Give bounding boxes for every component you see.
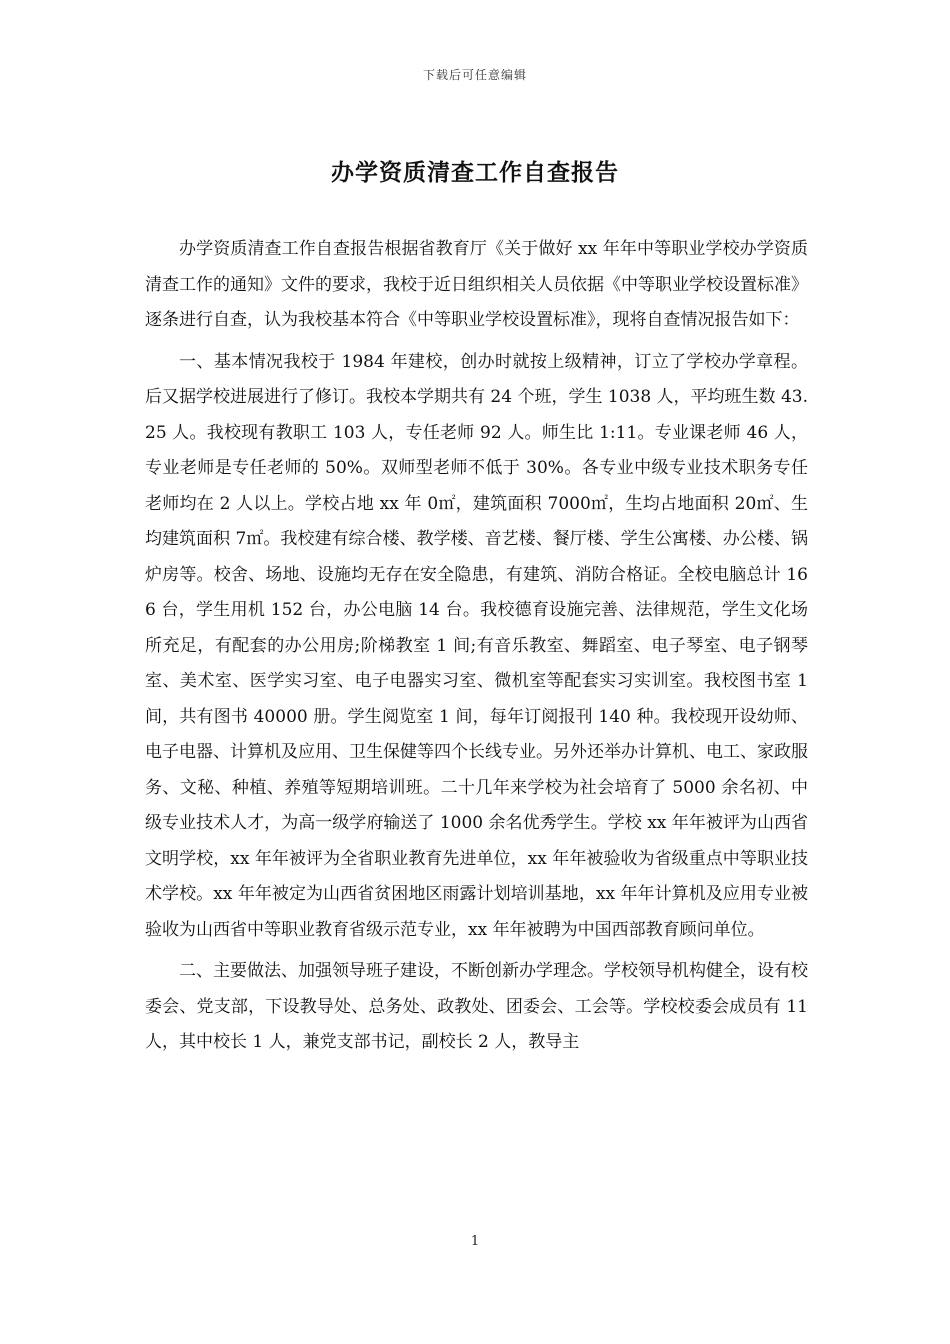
document-body — [145, 232, 808, 1067]
page-header-note: 下载后可任意编辑 — [422, 68, 527, 82]
document-title: 办学资质清查工作自查报告 — [331, 159, 619, 186]
paragraph-intro: 办学资质清查工作自查报告根据省教育厅《关于做好 xx 年年中等职业学校办学资质清查工作的通知》文件的要求，我校于近日组织相关人员依据《中等职业学校设置标准》逐条进行自查，认为我校基本符合《中等职业学校设置标准》，现将自查情况报告如下： — [145, 239, 808, 330]
paragraph-basic-situation: 一、基本情况我校于 1984 年建校，创办时就按上级精神，订立了学校办学章程。后又据学校进展进行了修订。我校本学期共有 24 个班，学生 1038 人，平均班生数 43.25 人。我校现有教职工 103 人，专任老师 92 人。师生比 1:11。专业课老师 46 人，专业老师是专任老师的 50%。双师型老师不低于 30%。各专业中级专业技术职务专任老师均在 2 人以上。学校占地 xx 年 0㎡，建筑面积 7000㎡，生均占地面积 20㎡、生均建筑面积 7㎡。我校建有综合楼、教学楼、音艺楼、餐厅楼、学生公寓楼、办公楼、锅炉房等。校舍、场地、设施均无存在安全隐患，有建筑、消防合格证。全校电脑总计 166 台，学生用机 152 台，办公电脑 14 台。我校德育设施完善、法律规范，学生文化场所充足，有配套的办公用房;阶梯教室 1 间;有音乐教室、舞蹈室、电子琴室、电子钢琴室、美术室、医学实习室、电子电器实习室、微机室等配套实习实训室。我校图书室 1 间，共有图书 40000 册。学生阅览室 1 间，每年订阅报刊 140 种。我校现开设幼师、电子电器、计算机及应用、卫生保健等四个长线专业。另外还举办计算机、电工、家政服务、文秘、种植、养殖等短期培训班。二十几年来学校为社会培育了 5000 余名初、中级专业技术人才，为高一级学府输送了 1000 余名优秀学生。学校 xx 年年被评为山西省文明学校，xx 年年被评为全省职业教育先进单位，xx 年年被验收为省级重点中等职业技术学校。xx 年年被定为山西省贫困地区雨露计划培训基地，xx 年年计算机及应用专业被验收为山西省中等职业教育省级示范专业，xx 年年被聘为中国西部教育顾问单位。 — [145, 351, 808, 940]
paragraph-main-practices: 二、主要做法、加强领导班子建设，不断创新办学理念。学校领导机构健全，设有校委会、党支部，下设教导处、总务处、政教处、团委会、工会等。学校校委会成员有 11 人，其中校长 1 人，兼党支部书记，副校长 2 人，教导主 — [145, 961, 808, 1052]
page-number: 1 — [470, 1234, 480, 1249]
